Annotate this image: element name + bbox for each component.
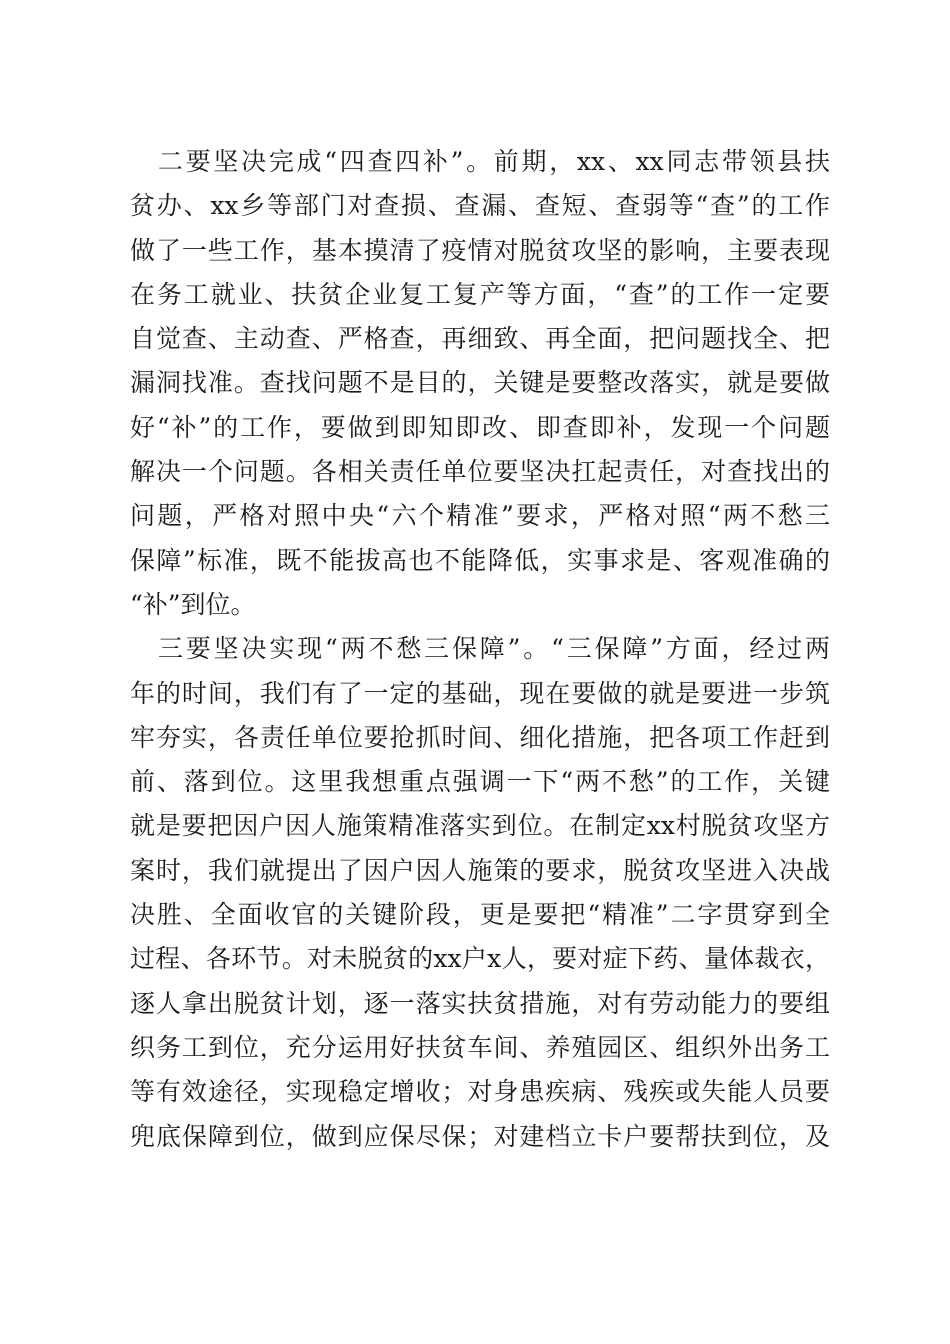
document-body bbox=[130, 140, 830, 1159]
text-line: 等有效途径，实现稳定增收；对身患疾病、残疾或失能人员要 bbox=[130, 1077, 830, 1107]
text-line: “补”到位。 bbox=[130, 589, 256, 619]
text-line: 案时，我们就提出了因户因人施策的要求，脱贫攻坚进入决战 bbox=[130, 855, 830, 885]
text-line: 织务工到位，充分运用好扶贫车间、养殖园区、组织外出务工 bbox=[130, 1032, 830, 1062]
text-line: 前、落到位。这里我想重点强调一下“两不愁”的工作，关键 bbox=[130, 767, 830, 797]
text-line: 解决一个问题。各相关责任单位要坚决扛起责任，对查找出的 bbox=[130, 457, 830, 487]
text-line: 牢夯实，各责任单位要抢抓时间、细化措施，把各项工作赶到 bbox=[130, 722, 830, 752]
text-line: 年的时间，我们有了一定的基础，现在要做的就是要进一步筑 bbox=[130, 678, 830, 708]
text-line: 兜底保障到位，做到应保尽保；对建档立卡户要帮扶到位，及 bbox=[130, 1121, 830, 1151]
text-line: 保障”标准，既不能拔高也不能降低，实事求是、客观准确的 bbox=[130, 545, 830, 575]
text-line: 逐人拿出脱贫计划，逐一落实扶贫措施，对有劳动能力的要组 bbox=[130, 988, 830, 1018]
text-line: 贫办、xx乡等部门对查损、查漏、查短、查弱等“查”的工作 bbox=[130, 191, 830, 221]
text-line: 好“补”的工作，要做到即知即改、即查即补，发现一个问题 bbox=[130, 412, 830, 442]
text-line: 决胜、全面收官的关键阶段，更是要把“精准”二字贯穿到全 bbox=[130, 900, 830, 930]
text-line: 做了一些工作，基本摸清了疫情对脱贫攻坚的影响，主要表现 bbox=[130, 235, 830, 265]
text-line: 过程、各环节。对未脱贫的xx户x人，要对症下药、量体裁衣， bbox=[130, 944, 830, 974]
paragraph-two-no-worries bbox=[130, 627, 830, 1159]
text-line: 三要坚决实现“两不愁三保障”。“三保障”方面，经过两 bbox=[158, 634, 830, 664]
text-line: 自觉查、主动查、严格查，再细致、再全面，把问题找全、把 bbox=[130, 324, 830, 354]
text-line: 在务工就业、扶贫企业复工复产等方面，“查”的工作一定要 bbox=[130, 279, 830, 309]
text-line: 二要坚决完成“四查四补”。前期，xx、xx同志带领县扶 bbox=[158, 147, 830, 176]
paragraph-four-checks bbox=[130, 140, 830, 627]
text-line: 问题，严格对照中央“六个精准”要求，严格对照“两不愁三 bbox=[130, 501, 830, 531]
text-line: 漏洞找准。查找问题不是目的，关键是要整改落实，就是要做 bbox=[130, 368, 830, 398]
text-line: 就是要把因户因人施策精准落实到位。在制定xx村脱贫攻坚方 bbox=[130, 811, 830, 841]
